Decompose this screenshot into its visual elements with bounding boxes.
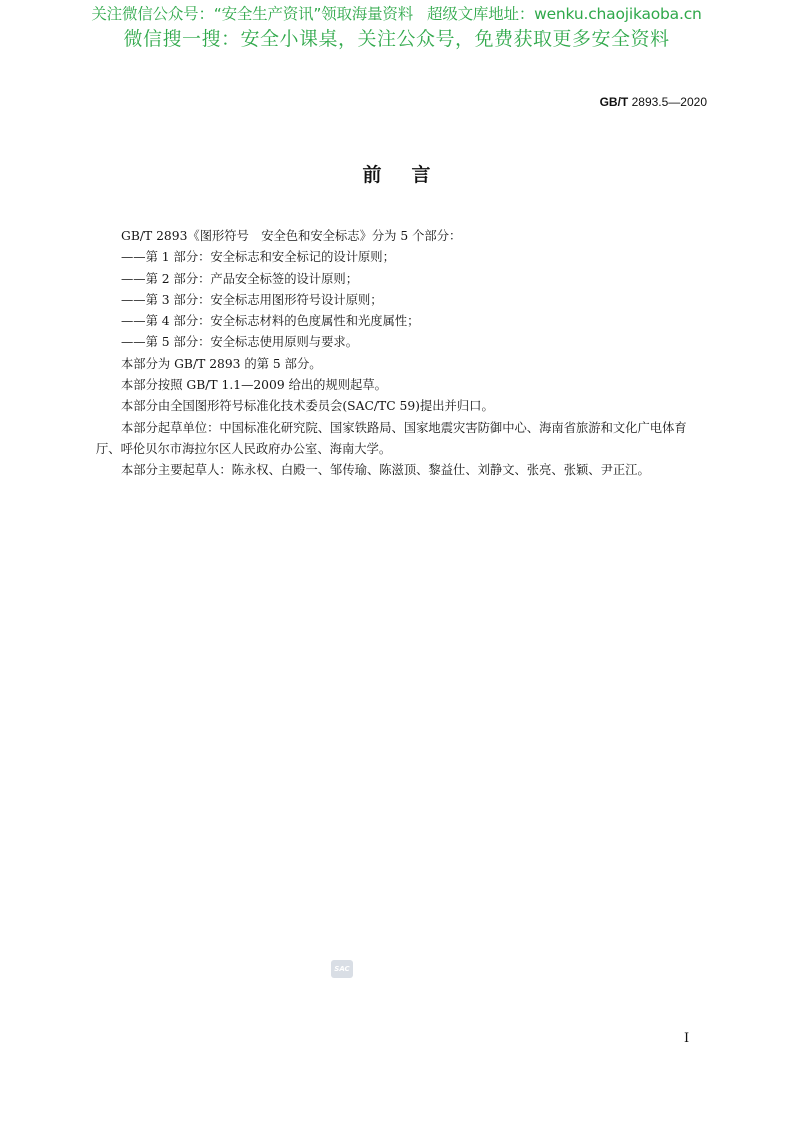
list-item-part-3: ——第 3 部分：安全标志用图形符号设计原则； <box>121 292 383 307</box>
standard-number: 2893.5—2020 <box>631 95 707 109</box>
standard-code <box>600 94 707 110</box>
list-item-part-5: ——第 5 部分：安全标志使用原则与要求。 <box>121 335 358 350</box>
paragraph-drafters: 本部分主要起草人：陈永权、白殿一、邹传瑜、陈滋顶、黎益仕、刘静文、张亮、张颖、尹正江。 <box>121 463 650 478</box>
promo-banner-line-1 <box>0 4 793 24</box>
promo-banner-line-2: 微信搜一搜：安全小课桌，关注公众号，免费获取更多安全资料 <box>123 28 670 50</box>
paragraph-this-part: 本部分为 GB/T 2893 的第 5 部分。 <box>121 356 322 371</box>
foreword-heading: 前言 <box>362 164 461 186</box>
promo-wenku-link[interactable]: 超级文库地址：wenku.chaojikaoba.cn <box>427 5 702 23</box>
list-item-part-1: ——第 1 部分：安全标志和安全标记的设计原则； <box>121 250 395 265</box>
promo-wechat-text: 关注微信公众号：“安全生产资讯”领取海量资料 <box>91 5 414 23</box>
paragraph-proposed-by: 本部分由全国图形符号标准化技术委员会(SAC/TC 59)提出并归口。 <box>121 399 494 414</box>
paragraph-drafting-units: 本部分起草单位：中国标准化研究院、国家铁路局、国家地震灾害防御中心、海南省旅游和文化广电体育厅、呼伦贝尔市海拉尔区人民政府办公室、海南大学。 <box>96 420 687 456</box>
paragraph-intro: GB/T 2893《图形符号 安全色和安全标志》分为 5 个部分： <box>121 229 462 243</box>
list-item-part-4: ——第 4 部分：安全标志材料的色度属性和光度属性； <box>121 314 420 329</box>
list-item-part-2: ——第 2 部分：产品安全标签的设计原则； <box>121 271 358 286</box>
foreword-body <box>96 226 708 482</box>
standard-prefix: GB/T <box>599 95 629 109</box>
paragraph-drafting-rules: 本部分按照 GB/T 1.1—2009 给出的规则起草。 <box>121 378 387 393</box>
page-number: I <box>684 1031 690 1046</box>
sac-watermark-logo: SAC <box>331 960 353 978</box>
